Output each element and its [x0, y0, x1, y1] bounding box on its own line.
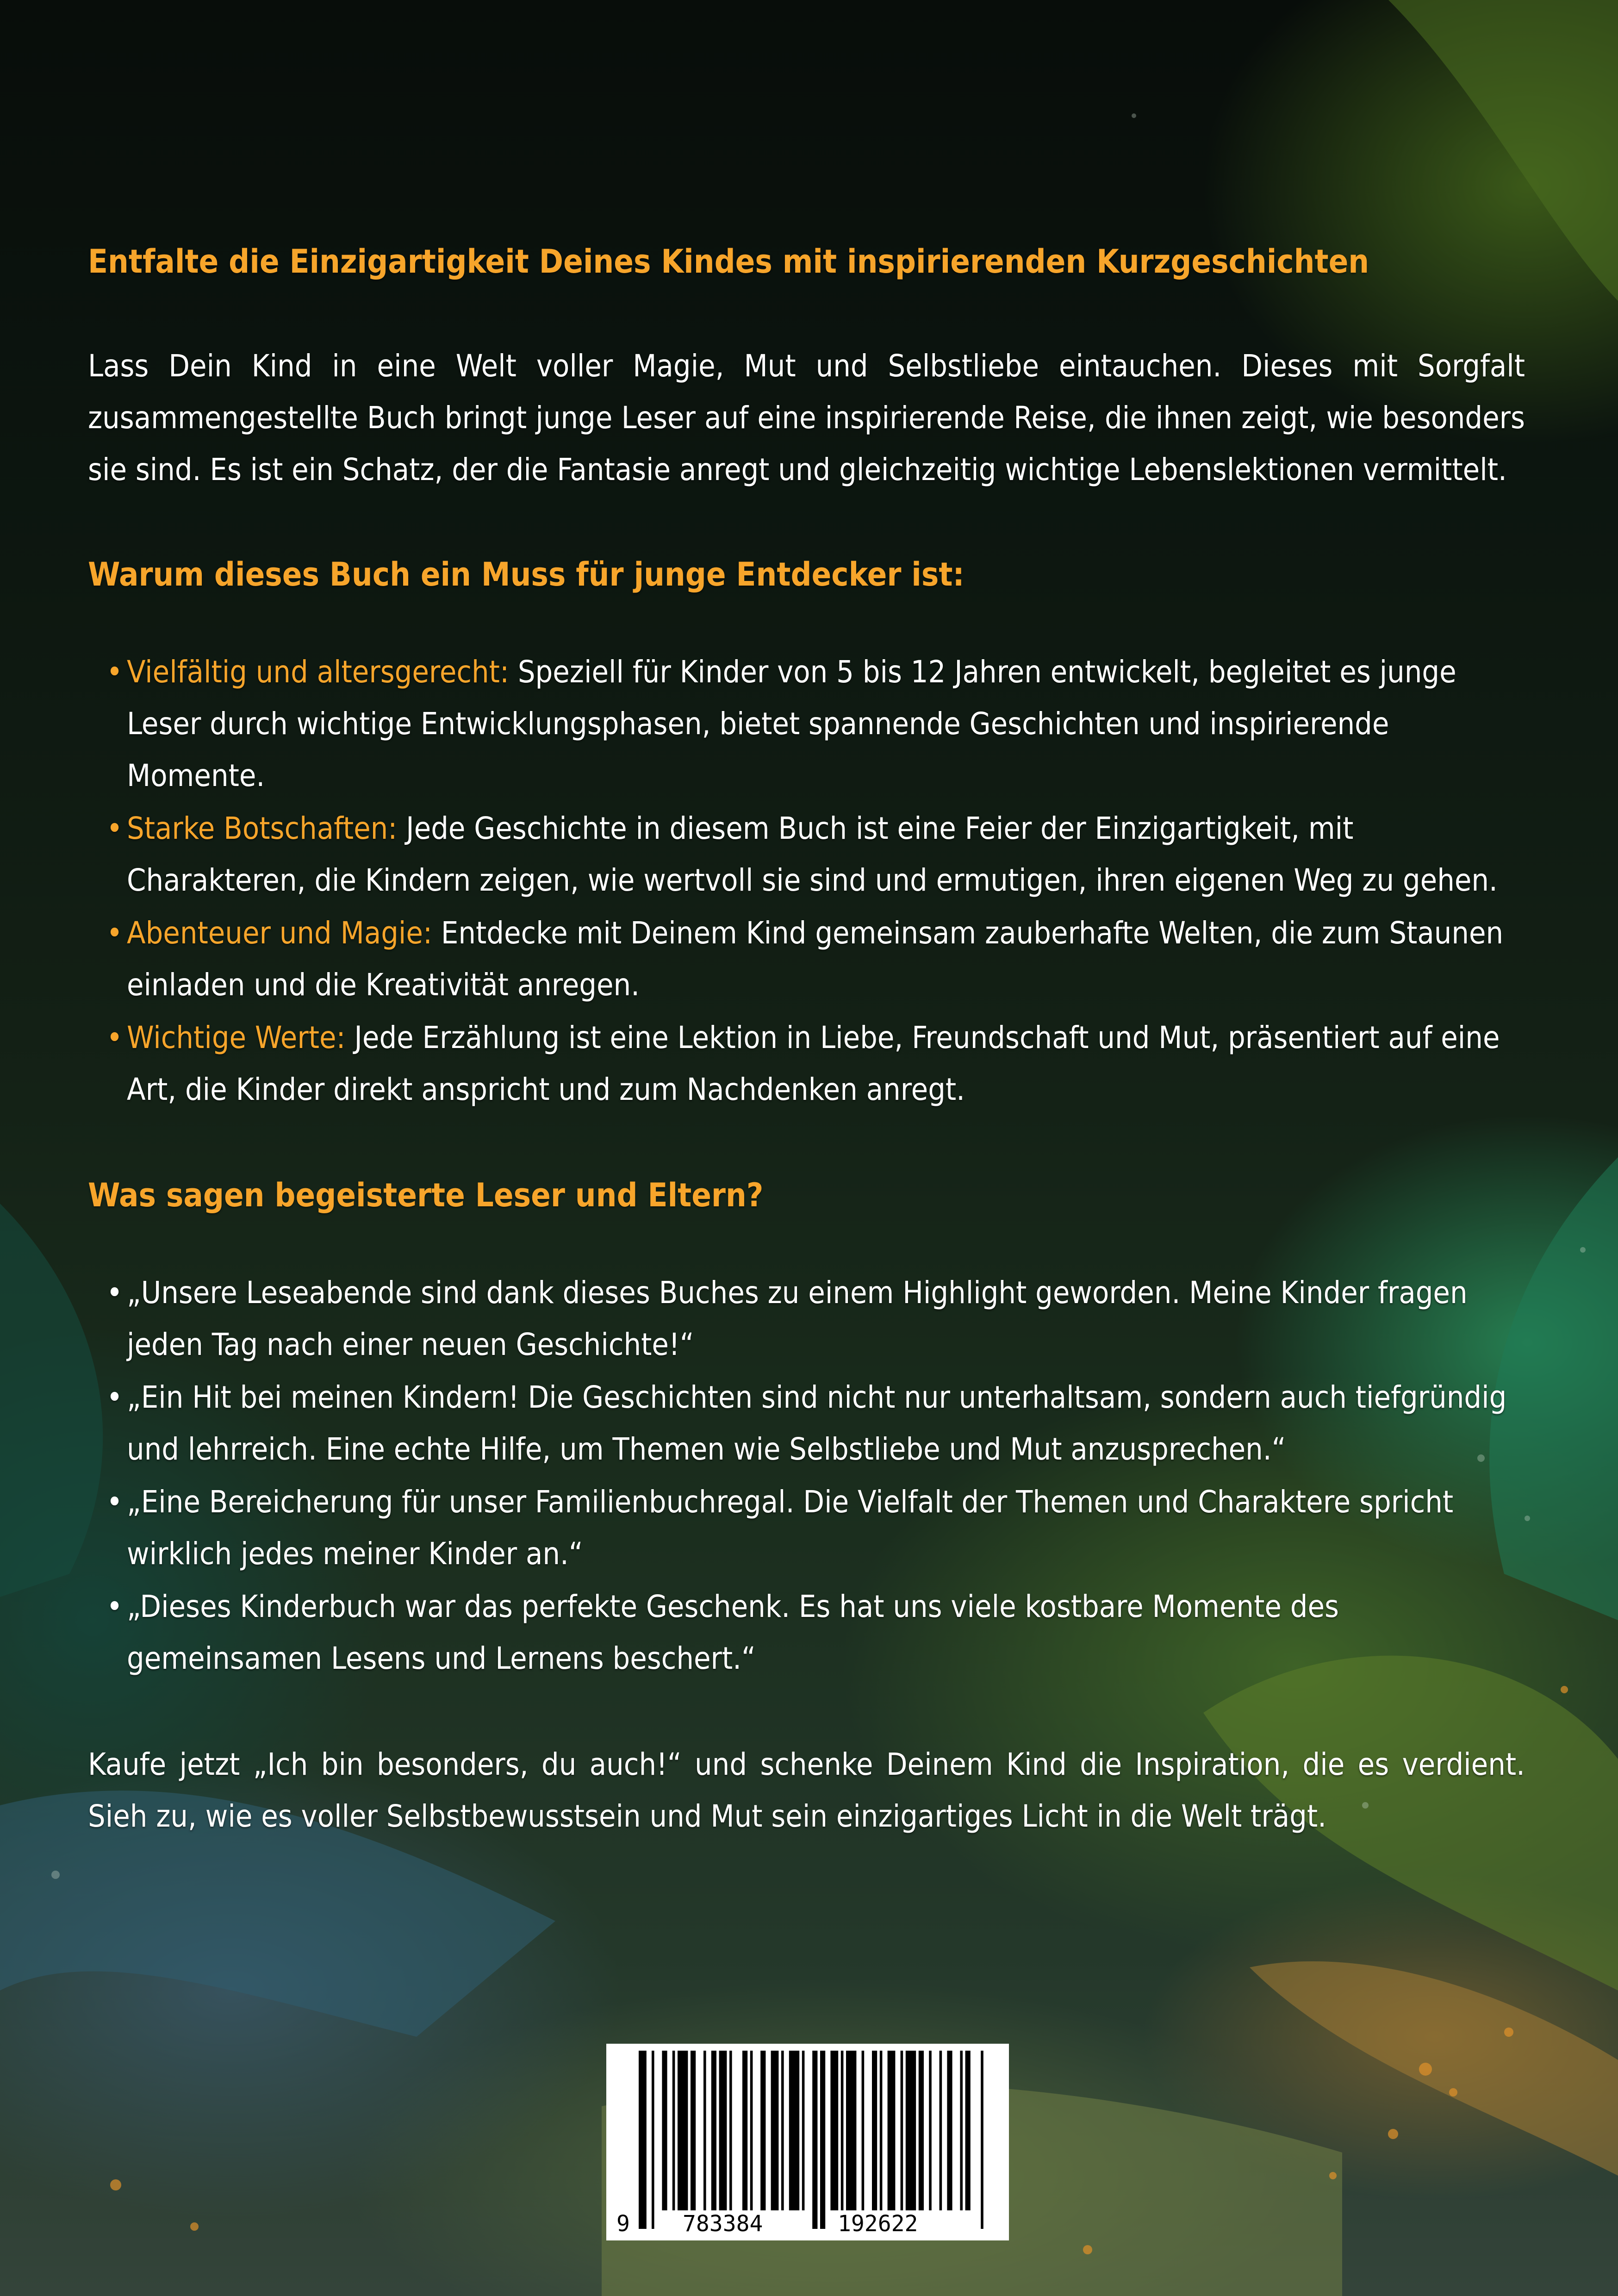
bullet-icon: •	[106, 1589, 123, 1624]
barcode-bar	[830, 2051, 838, 2210]
barcode-bar	[652, 2051, 654, 2229]
barcode-bar	[703, 2051, 706, 2210]
barcode-bar	[901, 2051, 903, 2210]
barcode-bar	[781, 2051, 784, 2210]
bullet-icon: •	[106, 1275, 123, 1310]
bullet-icon: •	[106, 654, 123, 690]
why-list	[88, 646, 1525, 1116]
barcode-bar	[691, 2051, 696, 2210]
barcode-bar	[742, 2051, 747, 2210]
barcode-bar	[841, 2051, 844, 2210]
barcode-bar	[789, 2051, 799, 2210]
barcode-bar	[802, 2051, 805, 2210]
barcode-bar	[750, 2051, 753, 2210]
barcode-bar	[820, 2051, 825, 2229]
barcode-bar	[678, 2051, 688, 2210]
intro-paragraph: Lass Dein Kind in eine Welt voller Magie, Mut und Selbstliebe eintauchen. Dieses mit Sorgfalt zusammengestellte Buch bringt junge Leser auf eine inspirierende Reise, die ihnen zeigt, wie besonders sie sind. Es ist ein Schatz, der die Fantasie anregt und gleichzeitig wichtige Lebenslektionen vermittelt.	[88, 348, 1525, 487]
list-item: • „Ein Hit bei meinen Kindern! Die Geschichten sind nicht nur unterhaltsam, sondern auch tiefgründig und lehrreich. Eine echte Hilfe, um Themen wie Selbstliebe und Mut anzusprechen.“	[106, 1372, 1525, 1475]
main-heading: Entfalte die Einzigartigkeit Deines Kindes mit inspirierenden Kurzgeschichten	[88, 243, 1369, 281]
barcode-bar	[812, 2051, 817, 2229]
bullet-icon: •	[106, 915, 123, 951]
barcode-digits-right: 192622	[838, 2211, 918, 2237]
bullet-icon: •	[106, 1379, 123, 1415]
barcode-bar	[719, 2051, 727, 2210]
barcode-bar	[862, 2051, 865, 2210]
reviews-list	[88, 1267, 1525, 1685]
barcode-digits-left: 783384	[683, 2211, 763, 2237]
barcode-bar	[947, 2051, 952, 2210]
bullet-icon: •	[106, 1484, 123, 1520]
barcode-bar	[960, 2051, 963, 2210]
barcode-bar	[639, 2051, 647, 2229]
barcode-bar	[965, 2051, 971, 2210]
barcode-bar	[729, 2051, 732, 2210]
list-item: • „Eine Bereicherung für unser Familienbuchregal. Die Vielfalt der Themen und Charaktere spricht wirklich jedes meiner Kinder an.“	[106, 1476, 1525, 1580]
list-item: • Abenteuer und Magie: Entdecke mit Deinem Kind gemeinsam zauberhafte Welten, die zum Staunen einladen und die Kreativität anregen.	[106, 907, 1525, 1011]
barcode-bar	[711, 2051, 716, 2210]
isbn-barcode	[606, 2044, 1009, 2240]
barcode-bar	[906, 2051, 916, 2210]
barcode-bar	[929, 2051, 932, 2210]
why-heading: Warum dieses Buch ein Muss für junge Entdecker ist:	[88, 555, 965, 593]
list-item: • Vielfältig und altersgerecht: Speziell für Kinder von 5 bis 12 Jahren entwickelt, begleitet es junge Leser durch wichtige Entwicklungsphasen, bietet spannende Geschichten und inspirierende Momente.	[106, 646, 1525, 802]
back-cover-text	[88, 236, 1525, 1842]
list-item: • Wichtige Werte: Jede Erzählung ist eine Lektion in Liebe, Freundschaft und Mut, präsentiert auf eine Art, die Kinder direkt anspricht und zum Nachdenken anregt.	[106, 1012, 1525, 1116]
closing-paragraph: Kaufe jetzt „Ich bin besonders, du auch!“ und schenke Deinem Kind die Inspiration, die es verdient. Sieh zu, wie es voller Selbstbewusstsein und Mut sein einzigartiges Licht in die Welt trägt.	[88, 1747, 1525, 1834]
barcode-bar	[760, 2051, 765, 2210]
barcode-bar	[872, 2051, 877, 2210]
barcode-bar	[672, 2051, 675, 2210]
barcode-bars-icon	[606, 2044, 1009, 2240]
bullet-icon: •	[106, 1020, 123, 1055]
bullet-icon: •	[106, 811, 123, 846]
barcode-bar	[771, 2051, 779, 2210]
list-item: • „Unsere Leseabende sind dank dieses Buches zu einem Highlight geworden. Meine Kinder fragen jeden Tag nach einer neuen Geschichte!“	[106, 1267, 1525, 1371]
barcode-bar	[940, 2051, 942, 2210]
barcode-bar	[888, 2051, 896, 2210]
barcode-bar	[880, 2051, 883, 2210]
barcode-bar	[846, 2051, 856, 2210]
barcode-bar	[919, 2051, 924, 2210]
barcode-digit-first: 9	[616, 2211, 630, 2237]
list-item: • „Dieses Kinderbuch war das perfekte Geschenk. Es hat uns viele kostbare Momente des gemeinsamen Lesens und Lernens beschert.“	[106, 1581, 1525, 1685]
barcode-bar	[981, 2051, 983, 2229]
reviews-heading: Was sagen begeisterte Leser und Eltern?	[88, 1176, 764, 1214]
list-item: • Starke Botschaften: Jede Geschichte in diesem Buch ist eine Feier der Einzigartigkeit, mit Charakteren, die Kindern zeigen, wie wertvoll sie sind und ermutigen, ihren eigenen Weg zu gehen.	[106, 803, 1525, 906]
barcode-bar	[662, 2051, 667, 2210]
